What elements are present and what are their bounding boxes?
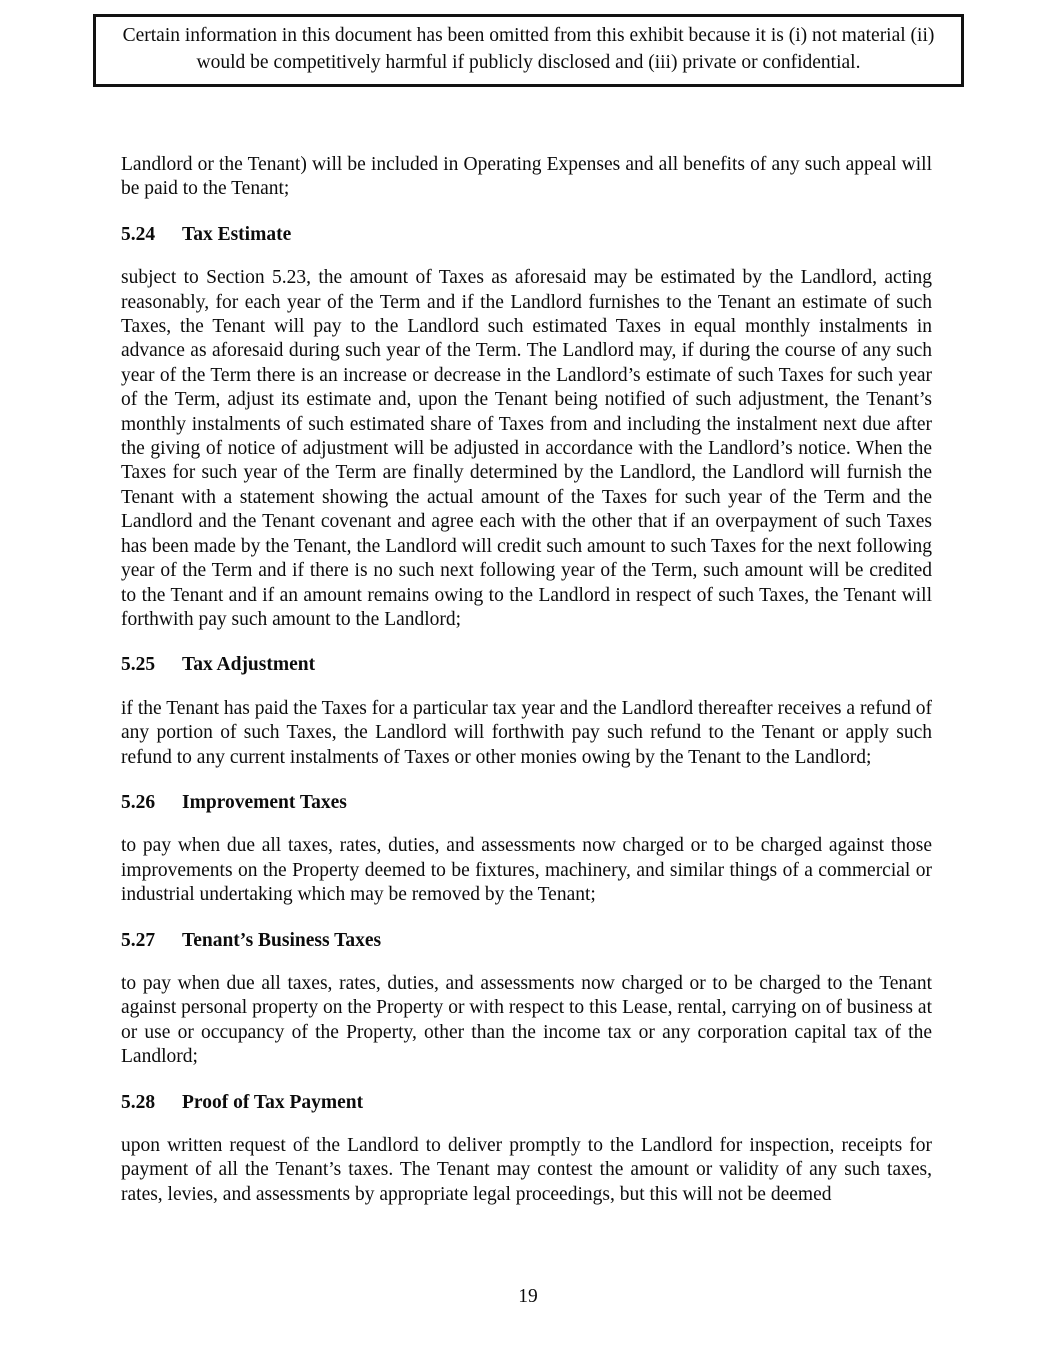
section-title: Improvement Taxes [182, 791, 347, 813]
section-number: 5.25 [121, 654, 156, 676]
section-heading [121, 929, 932, 953]
section-heading [121, 791, 932, 815]
section-number: 5.24 [121, 223, 156, 245]
section-5-25 [121, 653, 932, 770]
section-number: 5.28 [121, 1091, 156, 1113]
section-title: Tax Estimate [182, 223, 292, 245]
section-5-26 [121, 791, 932, 908]
section-body: subject to Section 5.23, the amount of Taxes as aforesaid may be estimated by the Landlord, acting reasonably, for each year of the Term and if the Landlord furnishes to the Tenant an estimate of such Taxes, the Tenant will pay to the Landlord such estimated Taxes in equal monthly instalments in advance as aforesaid during such year of the Term. The Landlord may, if during the course of any such year of the Term there is an increase or decrease in the Landlord’s estimate of such Taxes for such year of the Term, adjust its estimate and, upon the Tenant being notified of such adjustment, the Tenant’s monthly instalments of such estimated share of Taxes from and including the instalment next due after the giving of notice of adjustment will be adjusted in accordance with the Landlord’s notice. When the Taxes for such year of the Term are finally determined by the Landlord, the Landlord will furnish the Tenant with a statement showing the actual amount of the Taxes for such year of the Term and the Landlord and the Tenant covenant and agree each with the other that if an overpayment of such Taxes has been made by the Tenant, the Landlord will credit such amount to such Taxes for the next following year of the Term and if there is no such next following year of the Term, such amount will be credited to the Tenant and if an amount remains owing to the Landlord in respect of such Taxes, the Tenant will forthwith pay such amount to the Landlord; [121, 267, 932, 630]
document-body [121, 153, 932, 1207]
section-title: Proof of Tax Payment [182, 1091, 364, 1113]
section-5-28 [121, 1091, 932, 1208]
page-number: 19 [518, 1286, 538, 1307]
section-5-27 [121, 929, 932, 1070]
confidentiality-notice-text: Certain information in this document has been omitted from this exhibit because it is (i) not material (ii) would be competitively harmful if publicly disclosed and (iii) private or confidential. [122, 25, 935, 73]
section-body: if the Tenant has paid the Taxes for a particular tax year and the Landlord thereafter receives a refund of any portion of such Taxes, the Landlord will forthwith pay such refund to the Tenant or apply such refund to any current instalments of Taxes or other monies owing by the Tenant to the Landlord; [121, 697, 932, 768]
section-5-24 [121, 223, 932, 633]
confidentiality-notice-box [93, 14, 964, 87]
section-heading [121, 223, 932, 247]
section-body: to pay when due all taxes, rates, duties, and assessments now charged or to be charged against those improvements on the Property deemed to be fixtures, machinery, and similar things of a commercial or industrial undertaking which may be removed by the Tenant; [121, 835, 932, 906]
section-title: Tax Adjustment [182, 654, 316, 676]
section-body: to pay when due all taxes, rates, duties, and assessments now charged or to be charged to the Tenant against personal property on the Property or with respect to this Lease, rental, carrying on of business at or use or occupancy of the Property, other than the income tax or any corporation capital tax of the Landlord; [121, 972, 932, 1068]
section-heading [121, 653, 932, 677]
section-heading [121, 1091, 932, 1115]
section-body: upon written request of the Landlord to deliver promptly to the Landlord for inspection, receipts for payment of all the Tenant’s taxes. The Tenant may contest the amount or validity of any such taxes, rates, levies, and assessments by appropriate legal proceedings, but this will not be deemed [121, 1135, 932, 1205]
section-title: Tenant’s Business Taxes [182, 929, 382, 951]
section-number: 5.26 [121, 791, 156, 813]
section-number: 5.27 [121, 929, 156, 951]
intro-paragraph: Landlord or the Tenant) will be included in Operating Expenses and all benefits of any such appeal will be paid to the Tenant; [121, 154, 932, 200]
